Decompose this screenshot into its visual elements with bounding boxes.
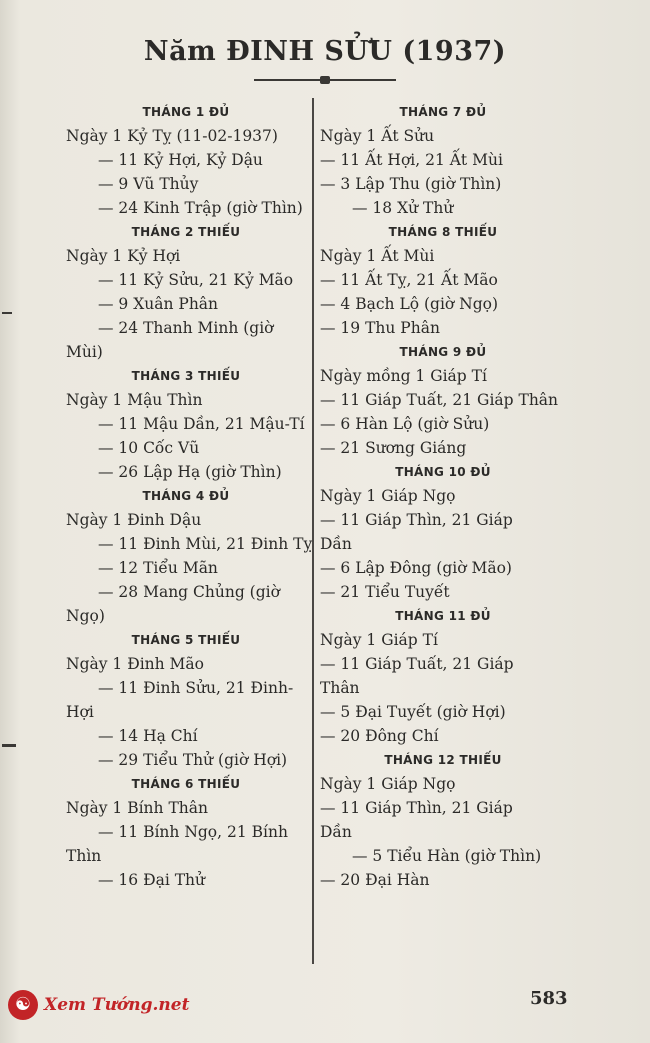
calendar-line: Ngọ): [66, 607, 105, 626]
calendar-line: — 6 Lập Đông (giờ Mão): [320, 559, 512, 578]
calendar-line: — 4 Bạch Lộ (giờ Ngọ): [320, 295, 499, 314]
calendar-line: — 11 Kỷ Sửu, 21 Kỷ Mão: [98, 271, 294, 290]
calendar-line: — 21 Tiểu Tuyết: [320, 583, 450, 602]
calendar-line: Ngày 1 Đinh Mão: [66, 655, 205, 674]
calendar-line: Thìn: [66, 847, 102, 866]
calendar-line: — 20 Đông Chí: [320, 727, 439, 746]
calendar-line: — 6 Hàn Lộ (giờ Sửu): [320, 415, 490, 434]
month-heading: THÁNG 7 ĐỦ: [399, 105, 487, 119]
month-heading: THÁNG 4 ĐỦ: [142, 489, 230, 504]
calendar-line: — 21 Sương Giáng: [320, 439, 467, 458]
calendar-line: Mùi): [66, 343, 103, 362]
calendar-line: — 10 Cốc Vũ: [98, 439, 200, 458]
calendar-line: Ngày 1 Ất Mùi: [320, 247, 435, 266]
month-heading: THÁNG 10 ĐỦ: [395, 465, 491, 480]
calendar-line: — 11 Mậu Dần, 21 Mậu-Tí: [98, 415, 305, 434]
month-heading: THÁNG 6 THIẾU: [131, 777, 241, 792]
month-heading: THÁNG 11 ĐỦ: [395, 609, 491, 624]
calendar-line: — 24 Thanh Minh (giờ: [98, 319, 274, 338]
calendar-line: — 18 Xử Thử: [352, 199, 454, 218]
binding-mark: [2, 744, 16, 747]
month-heading: THÁNG 3 THIẾU: [131, 369, 241, 384]
month-heading: THÁNG 12 THIẾU: [384, 753, 502, 768]
calendar-line: — 11 Đinh Mùi, 21 Đinh Tỵ: [98, 535, 313, 554]
yin-yang-icon: ☯: [8, 990, 38, 1020]
calendar-line: — 11 Bính Ngọ, 21 Bính: [98, 823, 288, 842]
calendar-line: Ngày 1 Kỷ Tỵ (11-02-1937): [66, 127, 278, 145]
calendar-line: — 9 Vũ Thủy: [98, 175, 199, 194]
calendar-line: — 11 Giáp Thìn, 21 Giáp: [320, 511, 513, 530]
calendar-line: — 20 Đại Hàn: [320, 871, 430, 890]
calendar-line: — 26 Lập Hạ (giờ Thìn): [98, 463, 282, 482]
calendar-line: — 3 Lập Thu (giờ Thìn): [320, 175, 502, 194]
calendar-line: Ngày 1 Giáp Ngọ: [320, 487, 456, 506]
calendar-line: — 5 Đại Tuyết (giờ Hợi): [320, 703, 506, 722]
calendar-line: — 19 Thu Phân: [320, 319, 440, 338]
calendar-line: — 11 Đinh Sửu, 21 Đinh-: [98, 679, 294, 698]
watermark: [8, 990, 189, 1020]
calendar-line: — 11 Ất Tỵ, 21 Ất Mão: [320, 271, 498, 290]
calendar-line: Ngày 1 Kỷ Hợi: [66, 247, 181, 266]
calendar-line: — 11 Kỷ Hợi, Kỷ Dậu: [98, 151, 263, 170]
calendar-line: Ngày 1 Mậu Thìn: [66, 391, 203, 410]
calendar-line: Ngày 1 Giáp Tí: [320, 631, 438, 650]
calendar-line: Dần: [320, 823, 352, 842]
calendar-line: — 29 Tiểu Thử (giờ Hợi): [98, 751, 288, 770]
left-column: [66, 100, 313, 892]
month-heading: THÁNG 5 THIẾU: [131, 633, 241, 648]
calendar-line: — 11 Giáp Tuất, 21 Giáp: [320, 655, 514, 674]
right-column: [320, 100, 566, 892]
calendar-line: Thân: [320, 679, 360, 698]
calendar-line: Ngày 1 Đinh Dậu: [66, 511, 202, 530]
month-heading: THÁNG 1 ĐỦ: [142, 105, 230, 119]
month-heading: THÁNG 8 THIẾU: [388, 225, 498, 240]
calendar-line: — 14 Hạ Chí: [98, 727, 198, 746]
calendar-line: — 24 Kinh Trập (giờ Thìn): [98, 199, 303, 218]
calendar-line: Ngày 1 Bính Thân: [66, 799, 208, 818]
page-title: Năm ĐINH SỬU (1937): [143, 36, 507, 67]
calendar-line: Ngày mồng 1 Giáp Tí: [320, 367, 487, 386]
calendar-line: — 28 Mang Chủng (giờ: [98, 583, 280, 602]
calendar-line: — 16 Đại Thử: [98, 871, 206, 890]
calendar-line: Ngày 1 Giáp Ngọ: [320, 775, 456, 794]
month-heading: THÁNG 2 THIẾU: [131, 225, 241, 240]
calendar-line: Dần: [320, 535, 352, 554]
calendar-line: — 9 Xuân Phân: [98, 295, 219, 314]
column-divider: [312, 98, 314, 964]
page-number: 583: [530, 988, 568, 1009]
calendar-line: — 11 Ất Hợi, 21 Ất Mùi: [320, 151, 503, 170]
calendar-line: — 11 Giáp Thìn, 21 Giáp: [320, 799, 513, 818]
calendar-line: — 5 Tiểu Hàn (giờ Thìn): [352, 847, 542, 866]
watermark-text: Xem Tướng.net: [44, 995, 190, 1015]
calendar-line: Hợi: [66, 703, 94, 722]
binding-mark: [2, 312, 12, 314]
calendar-line: — 11 Giáp Tuất, 21 Giáp Thân: [320, 391, 559, 410]
month-heading: THÁNG 9 ĐỦ: [399, 345, 487, 360]
calendar-line: — 12 Tiểu Mãn: [98, 559, 218, 578]
title-ornament: [254, 76, 396, 84]
calendar-line: Ngày 1 Ất Sửu: [320, 127, 435, 145]
